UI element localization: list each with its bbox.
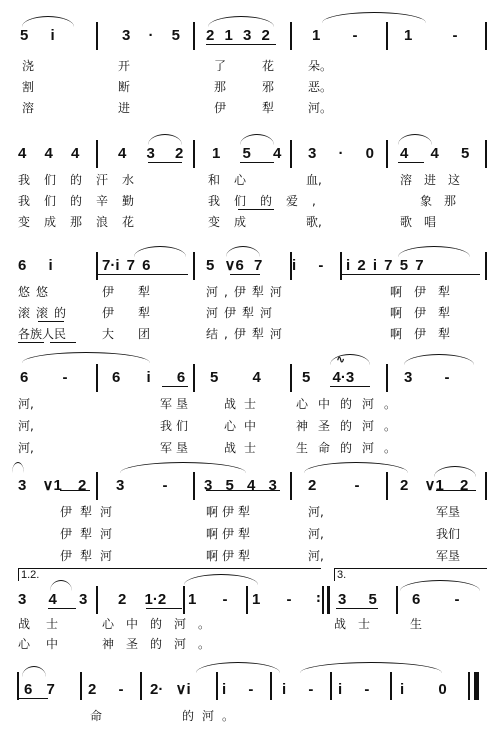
lyric: 伊 [214,101,227,115]
barline [140,672,142,700]
lyric: 我们的辛勤 [18,194,149,208]
measure: 2· ∨i [150,681,191,698]
measure: 4 4 5 [400,145,470,162]
lyric: 犁 [262,101,275,115]
measure: 5 i [20,27,55,44]
mordent-icon: ∿ [336,353,346,366]
lyric: 伊犁 [102,285,175,299]
measure: 3 5 [338,591,377,608]
lyric: 战士 [224,441,265,455]
volta-3: 3. [334,568,487,581]
lyric: 啊伊犁 [390,306,463,320]
measure: 5 ∨6 7 [206,257,263,274]
measure: 4 3 2 [118,145,184,162]
measure: 3 · 0 [308,145,375,162]
barline [386,472,388,500]
barline [193,252,195,280]
lyric: 伊犁河 [60,505,121,519]
lyric: 各族人民 [18,327,67,341]
measure: 2 1·2 [118,591,167,608]
tie [300,662,442,673]
barline [96,140,98,168]
lyric: 花 [262,59,275,73]
barline [485,140,487,168]
lyric: 河, [308,505,324,519]
lyric: 我们的汗水 [18,173,149,187]
measure: 6 7 [24,681,55,698]
lyric: 心中 [18,637,75,651]
barline [96,22,98,50]
tie [196,662,280,673]
barline [193,140,195,168]
lyric: 河,伊犁河 [206,285,288,299]
measure: 3 5 4 3 [204,477,277,494]
lyric: 大团 [102,327,175,341]
measure: 1 - [312,27,358,44]
lyric: 河, [18,419,34,433]
lyric: 朵。 [308,59,333,73]
barline [246,586,248,614]
measure: i - [282,681,314,698]
barline [390,672,392,700]
lyric: 开 [118,59,131,73]
barline [485,472,487,500]
lyric: 结,伊犁河 [206,327,288,341]
lyric: 战士 [18,617,75,631]
volta-1-2: 1.2. [18,568,321,581]
tie [404,354,474,365]
barline [96,586,98,614]
measure: 5 4 [210,369,261,386]
lyric: 邪 [262,80,275,94]
barline [183,586,185,614]
lyric: 啊伊犁 [206,549,255,563]
barline [96,364,98,392]
lyric: 变成 [208,215,261,229]
final-barline-thick [474,672,479,700]
measure: 6 - [20,369,68,386]
measure: 3 4 3 [18,591,88,608]
lyric: 歌, [306,215,322,229]
measure: 3 · 5 [122,27,181,44]
lyric: 军垦 [160,397,193,411]
measure: 2 - [88,681,124,698]
lyric: 溶进这 [400,173,473,187]
lyric: 的河。 [182,709,243,723]
lyric: 悠悠 [18,285,55,299]
lyric: 变成那浪花 [18,215,149,229]
barline [386,140,388,168]
lyric: 军垦 [436,549,461,563]
barline [290,472,292,500]
barline [96,252,98,280]
barline [216,672,218,700]
lyric: 河伊犁河 [206,306,279,320]
measure: 3 - [116,477,168,494]
tie [322,12,426,23]
lyric: 战士 [334,617,383,631]
lyric: 滚滚的 [18,306,73,320]
lyric: 我们的爱, [208,194,330,208]
lyric: 战士 [224,397,265,411]
barline [327,586,330,614]
final-barline-thin [468,672,470,700]
lyric: 河, [18,441,34,455]
measure: 2 - [308,477,360,494]
lyric: 我们 [436,527,461,541]
lyric: 浇 [22,59,35,73]
lyric: 我们 [160,419,193,433]
lyric: 断 [118,80,131,94]
measure: 5 4·3 [302,369,355,386]
lyric: 伊犁河 [60,527,121,541]
barline [270,672,272,700]
barline [193,22,195,50]
measure: 3 ∨1 2 [18,477,87,494]
lyric: 啊伊犁 [390,285,463,299]
measure: 2 1 3 2 [206,27,270,44]
lyric: 生 [410,617,423,631]
lyric: 割 [22,80,35,94]
lyric: 伊犁河 [60,549,121,563]
measure: 1 - [252,591,292,608]
measure: 6 - [412,591,460,608]
lyric: 河。 [308,101,333,115]
lyric: 心中的河。 [296,397,407,411]
lyric: 和心 [208,173,261,187]
measure: 1 5 4 [212,145,282,162]
tie [120,462,246,473]
barline [193,472,195,500]
barline [290,140,292,168]
measure: i - [338,681,370,698]
lyric: 啊伊犁 [206,527,255,541]
lyric: 那 [214,80,227,94]
measure: 1 - [188,591,228,608]
measure: 2 ∨1 2 [400,477,469,494]
tie [12,462,24,473]
lyric: 军垦 [436,505,461,519]
lyric: 心中的河。 [102,617,223,631]
measure: 6 i 6 [112,369,186,386]
lyric: 溶 [22,101,35,115]
underline [38,321,64,322]
lyric: 军垦 [160,441,193,455]
barline [80,672,82,700]
repeat-sign: : [316,591,321,605]
lyric: 神圣的河。 [296,419,407,433]
barline [17,672,19,700]
barline [485,22,487,50]
tie [22,352,150,363]
measure: 4 4 4 [18,145,80,162]
measure: 3 - [404,369,450,386]
lyric: 命 [90,709,103,723]
barline [396,586,398,614]
lyric: 了 [214,59,227,73]
lyric: 象那 [420,194,469,208]
lyric: 进 [118,101,131,115]
lyric: 啊伊犁 [390,327,463,341]
tie [304,462,408,473]
lyric: 伊犁 [102,306,175,320]
barline [193,364,195,392]
lyric: 河, [18,397,34,411]
barline [96,472,98,500]
lyric: 河, [308,527,324,541]
measure: i - [222,681,254,698]
underline [238,209,274,210]
lyric: 歌唱 [400,215,449,229]
measure: 1 - [404,27,458,44]
measure: 6 i [18,257,53,274]
barline [290,22,292,50]
underline [50,342,76,343]
barline [386,364,388,392]
barline [386,22,388,50]
barline [290,364,292,392]
barline [330,672,332,700]
lyric: 神圣的河。 [102,637,223,651]
barline [485,252,487,280]
lyric: 恶。 [308,80,333,94]
measure: i 0 [400,681,447,698]
barline [322,586,324,614]
lyric: 心中 [224,419,265,433]
underline [18,342,44,343]
lyric: 河, [308,549,324,563]
lyric: 啊伊犁 [206,505,255,519]
lyric: 血, [306,173,322,187]
measure: 7·i 7 6 [102,257,151,274]
lyric: 生命的河。 [296,441,407,455]
slur [22,666,46,677]
barline [340,252,342,280]
measure: i 2 i 7 5 7 [346,257,424,274]
measure: i - [292,257,324,274]
